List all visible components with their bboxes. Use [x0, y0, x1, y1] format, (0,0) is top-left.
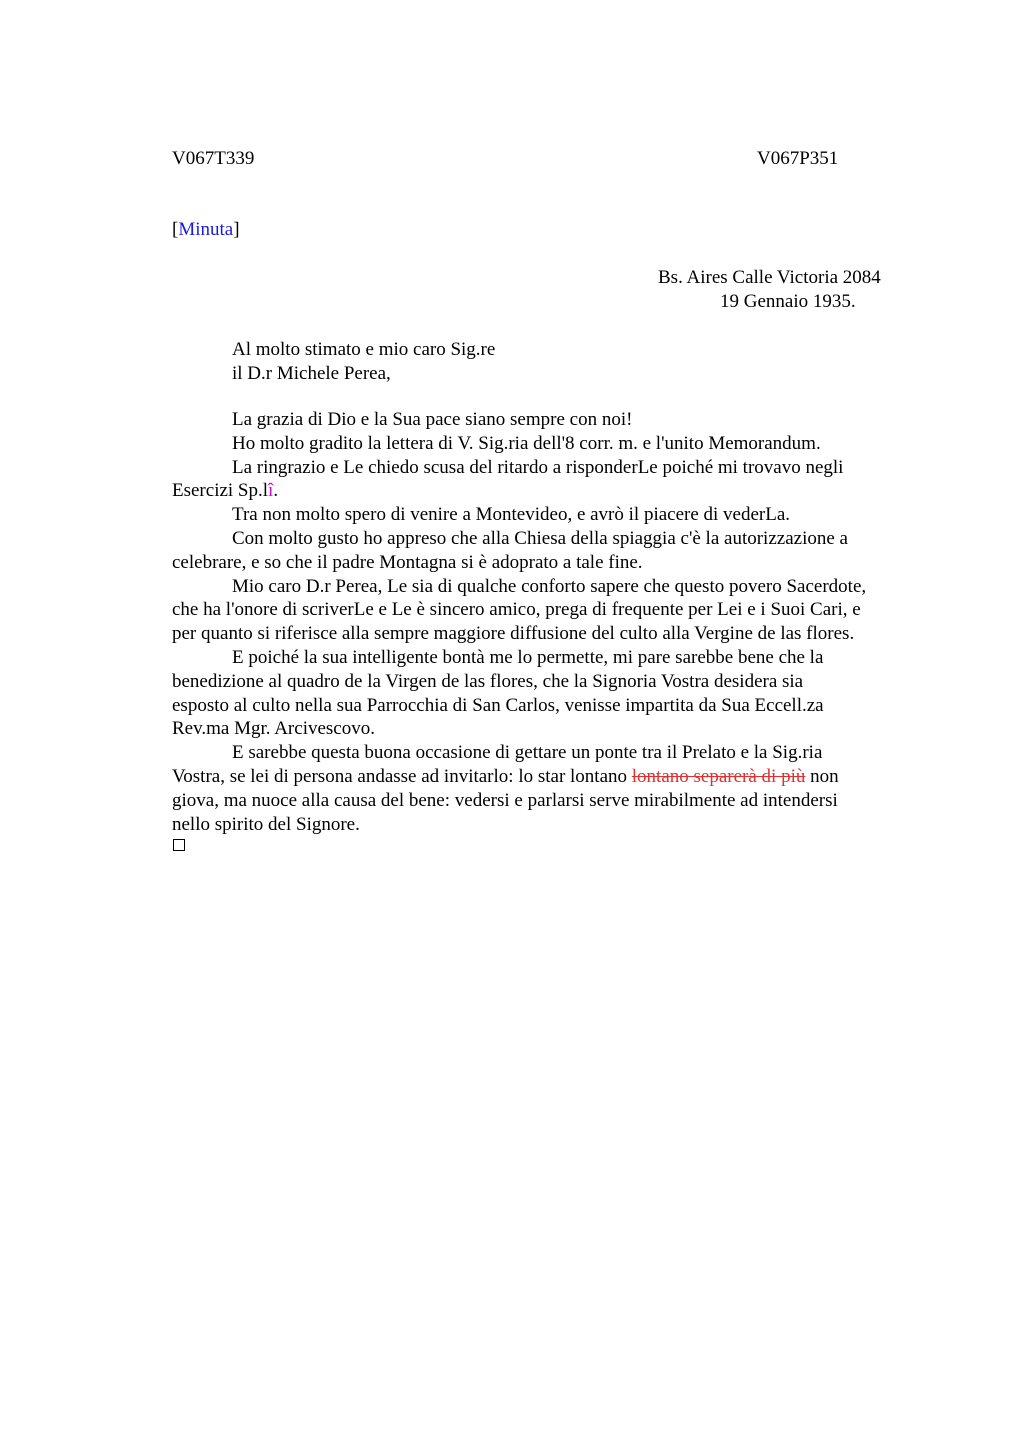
letter-body: [172, 408, 932, 836]
salutation-line-1: Al molto stimato e mio caro Sig.re: [232, 339, 496, 360]
minuta-open-bracket: [: [172, 219, 179, 240]
body-line: celebrare, e so che il padre Montagna si è adoprato a tale fine.: [172, 551, 643, 573]
body-line: per quanto si riferisce alla sempre maggiore diffusione del culto alla Vergine de las flores.: [172, 623, 855, 645]
place-address: Bs. Aires Calle Victoria 2084: [658, 267, 881, 288]
minuta-close-bracket: ]: [233, 219, 240, 240]
body-line: Con molto gusto ho appreso che alla Chiesa della spiaggia c'è la autorizzazione a: [232, 527, 848, 549]
body-line: Ho molto gradito la lettera di V. Sig.ria dell'8 corr. m. e l'unito Memorandum.: [232, 432, 821, 454]
body-line: benedizione al quadro de la Virgen de las flores, che la Signoria Vostra desidera sia: [172, 670, 804, 692]
body-line: giova, ma nuoce alla causa del bene: vedersi e parlarsi serve mirabilmente ad intendersi: [172, 789, 838, 811]
body-line: E poiché la sua intelligente bontà me lo permette, mi pare sarebbe bene che la: [232, 646, 824, 668]
body-text-fragment: non: [805, 765, 839, 787]
end-box-icon: [173, 839, 185, 851]
body-line: nello spirito del Signore.: [172, 813, 360, 835]
body-line: che ha l'onore di scriverLe e Le è sincero amico, prega di frequente per Lei e i Suoi Cari, e: [172, 599, 861, 621]
body-line: Rev.ma Mgr. Arcivescovo.: [172, 718, 375, 740]
body-line: Tra non molto spero di venire a Montevideo, e avrò il piacere di vederLa.: [232, 504, 791, 526]
body-line: La ringrazio e Le chiedo scusa del ritardo a risponderLe poiché mi trovavo negli: [232, 456, 844, 478]
body-text-fragment: Vostra, se lei di persona andasse ad invitarlo: lo star lontano: [172, 765, 632, 787]
body-line: esposto al culto nella sua Parrocchia di San Carlos, venisse impartita da Sua Eccell.za: [172, 694, 824, 716]
document-code-right: V067P351: [757, 148, 839, 169]
body-line: E sarebbe questa buona occasione di gettare un ponte tra il Prelato e la Sig.ria: [232, 742, 823, 764]
body-line: La grazia di Dio e la Sua pace siano sempre con noi!: [232, 409, 633, 430]
letter-date: 19 Gennaio 1935.: [720, 291, 856, 312]
body-line: [172, 765, 932, 789]
document-code-left: V067T339: [172, 148, 255, 169]
correction-mark: î: [268, 480, 274, 502]
body-line: Mio caro D.r Perea, Le sia di qualche conforto sapere che questo povero Sacerdote,: [232, 575, 867, 597]
salutation-line-2: il D.r Michele Perea,: [232, 363, 391, 384]
minuta-label: [172, 218, 240, 242]
body-text-fragment: .: [273, 480, 279, 502]
struck-text: lontano separerà di più: [631, 765, 806, 787]
body-text-fragment: Esercizi Sp.l: [172, 480, 269, 502]
minuta-word: Minuta: [178, 219, 234, 240]
body-line: [172, 479, 932, 503]
